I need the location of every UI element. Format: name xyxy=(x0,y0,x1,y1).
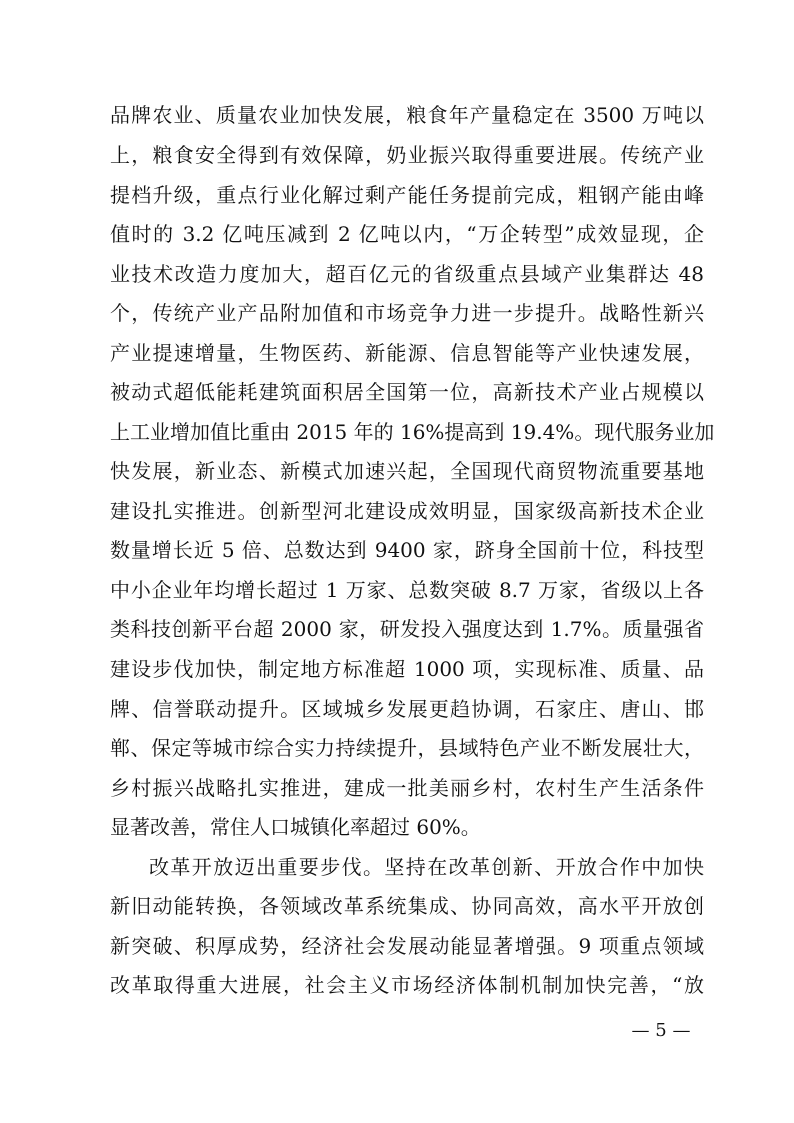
text-line: 改革取得重大进展，社会主义市场经济体制机制加快完善，“放 xyxy=(110,973,704,997)
text-line: 显著改善，常住人口城镇化率超过 60%。 xyxy=(110,815,481,839)
text-line: 个，传统产业产品附加值和市场竞争力进一步提升。战略性新兴 xyxy=(110,301,704,325)
text-line: 快发展，新业态、新模式加速兴起，全国现代商贸物流重要基地 xyxy=(110,459,704,483)
text-line: 新突破、积厚成势，经济社会发展动能显著增强。9 项重点领域 xyxy=(110,934,704,958)
text-line: 建设步伐加快，制定地方标准超 1000 项，实现标准、质量、品 xyxy=(110,657,704,681)
text-line: 提档升级，重点行业化解过剩产能任务提前完成，粗钢产能由峰 xyxy=(110,183,704,207)
text-line: 被动式超低能耗建筑面积居全国第一位，高新技术产业占规模以 xyxy=(110,380,704,404)
text-line: 建设扎实推进。创新型河北建设成效明显，国家级高新技术企业 xyxy=(110,499,704,523)
text-line: 乡村振兴战略扎实推进，建成一批美丽乡村，农村生产生活条件 xyxy=(110,776,704,800)
page-number: — 5 — xyxy=(631,1020,691,1041)
text-line: 新旧动能转换，各领域改革系统集成、协同高效，高水平开放创 xyxy=(110,894,704,918)
text-line: 改革开放迈出重要步伐。坚持在改革创新、开放合作中加快 xyxy=(149,855,704,879)
text-line: 产业提速增量，生物医药、新能源、信息智能等产业快速发展， xyxy=(110,341,704,365)
text-line: 数量增长近 5 倍、总数达到 9400 家，跻身全国前十位，科技型 xyxy=(110,538,704,562)
text-line: 中小企业年均增长超过 1 万家、总数突破 8.7 万家，省级以上各 xyxy=(110,578,704,602)
text-line: 品牌农业、质量农业加快发展，粮食年产量稳定在 3500 万吨以 xyxy=(110,103,704,127)
text-line: 业技术改造力度加大，超百亿元的省级重点县域产业集群达 48 xyxy=(110,262,704,286)
text-line: 类科技创新平台超 2000 家，研发投入强度达到 1.7%。质量强省 xyxy=(110,617,704,641)
text-line: 郸、保定等城市综合实力持续提升，县域特色产业不断发展壮大， xyxy=(110,736,704,760)
text-line: 上，粮食安全得到有效保障，奶业振兴取得重要进展。传统产业 xyxy=(110,143,704,167)
text-line: 上工业增加值比重由 2015 年的 16%提高到 19.4%。现代服务业加 xyxy=(110,420,715,444)
text-line: 值时的 3.2 亿吨压减到 2 亿吨以内，“万企转型”成效显现，企 xyxy=(110,222,704,246)
text-line: 牌、信誉联动提升。区域城乡发展更趋协调，石家庄、唐山、邯 xyxy=(110,697,704,721)
